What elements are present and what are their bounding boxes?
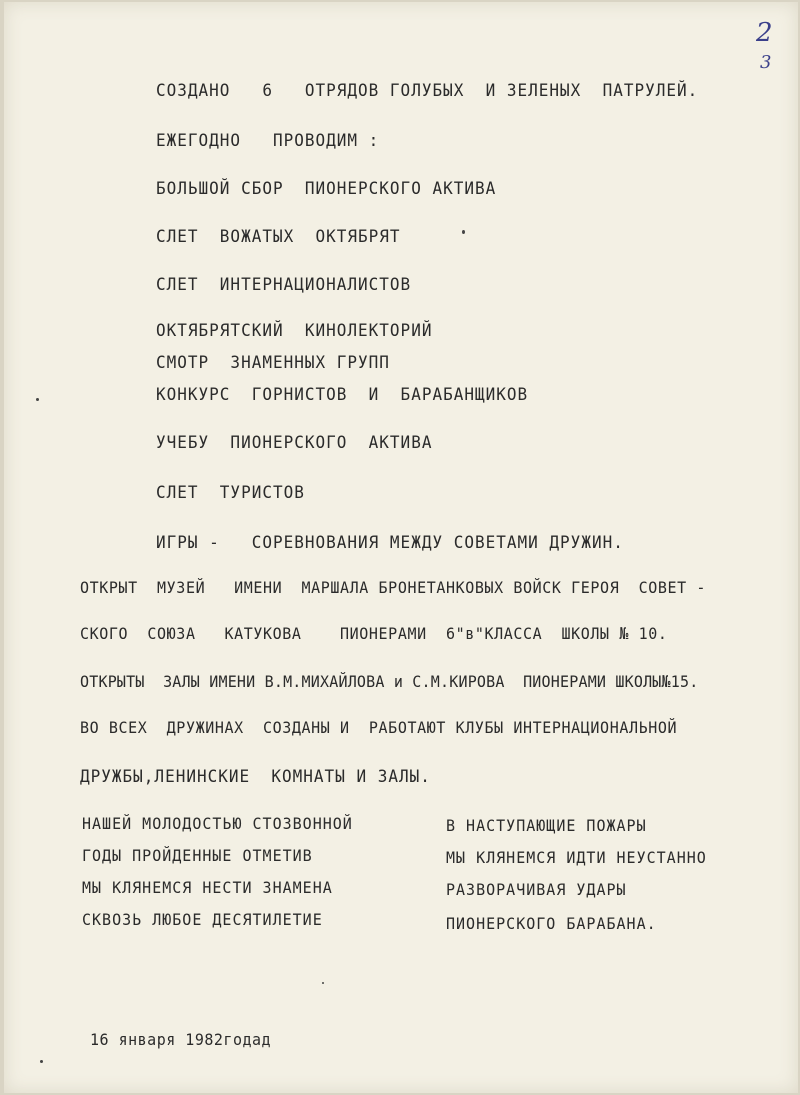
document-page [4, 2, 798, 1093]
paper-speck [322, 982, 324, 984]
poem-line: СКВОЗЬ ЛЮБОЕ ДЕСЯТИЛЕТИЕ [82, 909, 323, 930]
text-line: ДРУЖБЫ,ЛЕНИНСКИЕ КОМНАТЫ И ЗАЛЫ. [80, 765, 431, 787]
poem-line: НАШЕЙ МОЛОДОСТЬЮ СТОЗВОННОЙ [82, 813, 353, 834]
text-line: ОТКРЫТЫ ЗАЛЫ ИМЕНИ В.М.МИХАЙЛОВА и С.М.КИРОВА ПИОНЕРАМИ ШКОЛЫ№15. [80, 671, 699, 692]
page-number: 2 [756, 18, 773, 48]
poem-line: ГОДЫ ПРОЙДЕННЫЕ ОТМЕТИВ [82, 845, 313, 866]
text-line: УЧЕБУ ПИОНЕРСКОГО АКТИВА [156, 431, 433, 453]
poem-line: МЫ КЛЯНЕМСЯ ИДТИ НЕУСТАННО [446, 847, 707, 868]
text-line: КОНКУРС ГОРНИСТОВ И БАРАБАНЩИКОВ [156, 383, 529, 405]
text-line: ЕЖЕГОДНО ПРОВОДИМ : [156, 129, 380, 151]
text-line: ОКТЯБРЯТСКИЙ КИНОЛЕКТОРИЙ [156, 319, 433, 341]
paper-speck [462, 230, 465, 234]
paper-speck [36, 398, 39, 401]
text-line: СЛЕТ ТУРИСТОВ [156, 481, 305, 503]
text-line: СЛЕТ ВОЖАТЫХ ОКТЯБРЯТ [156, 225, 401, 247]
text-line: СКОГО СОЮЗА КАТУКОВА ПИОНЕРАМИ 6"в"КЛАССА ШКОЛЫ № 10. [80, 623, 668, 644]
poem-line: ПИОНЕРСКОГО БАРАБАНА. [446, 913, 657, 934]
text-line: ИГРЫ - СОРЕВНОВАНИЯ МЕЖДУ СОВЕТАМИ ДРУЖИН. [156, 531, 624, 553]
poem-line: МЫ КЛЯНЕМСЯ НЕСТИ ЗНАМЕНА [82, 877, 333, 898]
text-line: СОЗДАНО 6 ОТРЯДОВ ГОЛУБЫХ И ЗЕЛЕНЫХ ПАТРУЛЕЙ. [156, 79, 699, 101]
text-line: СМОТР ЗНАМЕННЫХ ГРУПП [156, 351, 390, 373]
poem-line: РАЗВОРАЧИВАЯ УДАРЫ [446, 879, 627, 900]
text-line: ВО ВСЕХ ДРУЖИНАХ СОЗДАНЫ И РАБОТАЮТ КЛУБЫ ИНТЕРНАЦИОНАЛЬНОЙ [80, 717, 678, 738]
paper-speck [40, 1060, 43, 1063]
text-line: СЛЕТ ИНТЕРНАЦИОНАЛИСТОВ [156, 273, 412, 295]
text-line: БОЛЬШОЙ СБОР ПИОНЕРСКОГО АКТИВА [156, 177, 497, 199]
poem-line: В НАСТУПАЮЩИЕ ПОЖАРЫ [446, 815, 647, 836]
text-line: ОТКРЫТ МУЗЕЙ ИМЕНИ МАРШАЛА БРОНЕТАНКОВЫХ ВОЙСК ГЕРОЯ СОВЕТ - [80, 577, 706, 598]
page-sub-number: 3 [760, 52, 772, 73]
date-line: 16 января 1982годад [90, 1029, 272, 1050]
